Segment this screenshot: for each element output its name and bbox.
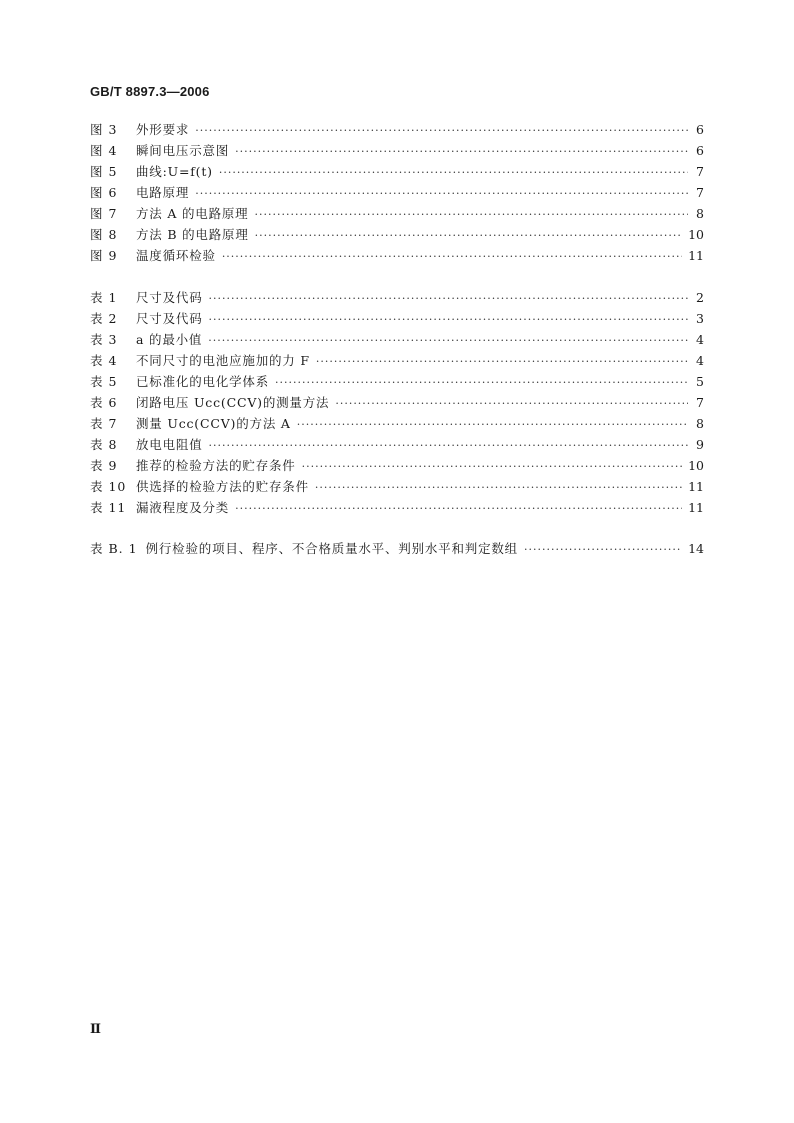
entry-title: 尺寸及代码: [136, 311, 203, 326]
entry-page: 3: [696, 311, 704, 326]
entry-page: 9: [696, 437, 704, 452]
dot-leader: [235, 498, 682, 519]
page-number: Ⅱ: [90, 1022, 101, 1037]
dot-leader: [195, 183, 688, 204]
toc-entry[interactable]: [90, 476, 704, 497]
entry-page: 10: [688, 458, 704, 473]
entry-page: 4: [696, 332, 704, 347]
entry-title: 不同尺寸的电池应施加的力 F: [136, 353, 310, 368]
entry-page: 7: [696, 164, 704, 179]
entry-label: 图 5: [90, 164, 118, 179]
dot-leader: [222, 246, 682, 267]
toc-entry[interactable]: [90, 392, 704, 413]
entry-label: 表 10: [90, 479, 127, 494]
entry-title: 曲线:U=f(t): [136, 164, 213, 179]
toc-entry[interactable]: [90, 203, 704, 224]
entry-page: 5: [696, 374, 704, 389]
dot-leader: [524, 539, 682, 560]
dot-leader: [235, 141, 688, 162]
dot-leader: [316, 351, 688, 372]
dot-leader: [315, 477, 682, 498]
toc-entry[interactable]: [90, 287, 704, 308]
annex-table-list: [90, 538, 704, 559]
toc-entry[interactable]: [90, 538, 704, 559]
standard-number: GB/T 8897.3—2006: [90, 84, 210, 99]
figure-list: [90, 119, 704, 266]
entry-title: 瞬间电压示意图: [136, 143, 230, 158]
dot-leader: [297, 414, 688, 435]
dot-leader: [275, 372, 688, 393]
entry-page: 6: [696, 122, 704, 137]
dot-leader: [255, 225, 682, 246]
entry-title: 测量 Ucc(CCV)的方法 A: [136, 416, 291, 431]
entry-page: 11: [688, 248, 704, 263]
toc-entry[interactable]: [90, 245, 704, 266]
entry-page: 11: [688, 479, 704, 494]
toc-entry[interactable]: [90, 371, 704, 392]
entry-label: 表 2: [90, 311, 118, 326]
entry-label: 表 9: [90, 458, 118, 473]
toc-entry[interactable]: [90, 308, 704, 329]
dot-leader: [254, 204, 688, 225]
entry-label: 表 1: [90, 290, 118, 305]
entry-page: 8: [696, 416, 704, 431]
toc-entry[interactable]: [90, 119, 704, 140]
dot-leader: [208, 330, 688, 351]
entry-page: 7: [696, 395, 704, 410]
toc-entry[interactable]: [90, 497, 704, 518]
dot-leader: [209, 309, 688, 330]
entry-label: 表 7: [90, 416, 118, 431]
entry-title: 方法 A 的电路原理: [136, 206, 249, 221]
toc-entry[interactable]: [90, 140, 704, 161]
toc-entry[interactable]: [90, 329, 704, 350]
entry-label: 图 4: [90, 143, 118, 158]
table-list: [90, 287, 704, 518]
entry-title: 闭路电压 Ucc(CCV)的测量方法: [136, 395, 330, 410]
entry-page: 2: [696, 290, 704, 305]
entry-label: 图 6: [90, 185, 118, 200]
entry-label: 图 9: [90, 248, 118, 263]
toc-entry[interactable]: [90, 161, 704, 182]
entry-title: 供选择的检验方法的贮存条件: [136, 479, 309, 494]
entry-title: 例行检验的项目、程序、不合格质量水平、判别水平和判定数组: [145, 541, 518, 556]
entry-title: a 的最小值: [136, 332, 203, 347]
entry-title: 尺寸及代码: [136, 290, 203, 305]
entry-title: 温度循环检验: [136, 248, 216, 263]
entry-page: 8: [696, 206, 704, 221]
entry-label: 表 8: [90, 437, 118, 452]
toc-entry[interactable]: [90, 455, 704, 476]
entry-title: 推荐的检验方法的贮存条件: [136, 458, 296, 473]
entry-title: 电路原理: [136, 185, 190, 200]
toc-entry[interactable]: [90, 182, 704, 203]
entry-label: 表 11: [90, 500, 127, 515]
dot-leader: [195, 120, 688, 141]
entry-label: 表 3: [90, 332, 118, 347]
entry-page: 14: [688, 541, 704, 556]
entry-title: 外形要求: [136, 122, 190, 137]
entry-label: 表 5: [90, 374, 118, 389]
dot-leader: [209, 288, 688, 309]
toc-entry[interactable]: [90, 224, 704, 245]
dot-leader: [209, 435, 688, 456]
entry-page: 7: [696, 185, 704, 200]
dot-leader: [219, 162, 688, 183]
entry-label: 表 4: [90, 353, 118, 368]
toc-entry[interactable]: [90, 350, 704, 371]
dot-leader: [302, 456, 682, 477]
toc-entry[interactable]: [90, 434, 704, 455]
toc-entry[interactable]: [90, 413, 704, 434]
entry-label: 图 8: [90, 227, 118, 242]
entry-title: 漏液程度及分类: [136, 500, 230, 515]
entry-page: 11: [688, 500, 704, 515]
entry-title: 方法 B 的电路原理: [136, 227, 249, 242]
dot-leader: [335, 393, 688, 414]
entry-title: 放电电阻值: [136, 437, 203, 452]
entry-label: 图 3: [90, 122, 118, 137]
entry-label: 表 B. 1: [90, 541, 138, 556]
entry-label: 图 7: [90, 206, 118, 221]
entry-label: 表 6: [90, 395, 118, 410]
entry-title: 已标准化的电化学体系: [136, 374, 270, 389]
entry-page: 10: [688, 227, 704, 242]
entry-page: 4: [696, 353, 704, 368]
entry-page: 6: [696, 143, 704, 158]
